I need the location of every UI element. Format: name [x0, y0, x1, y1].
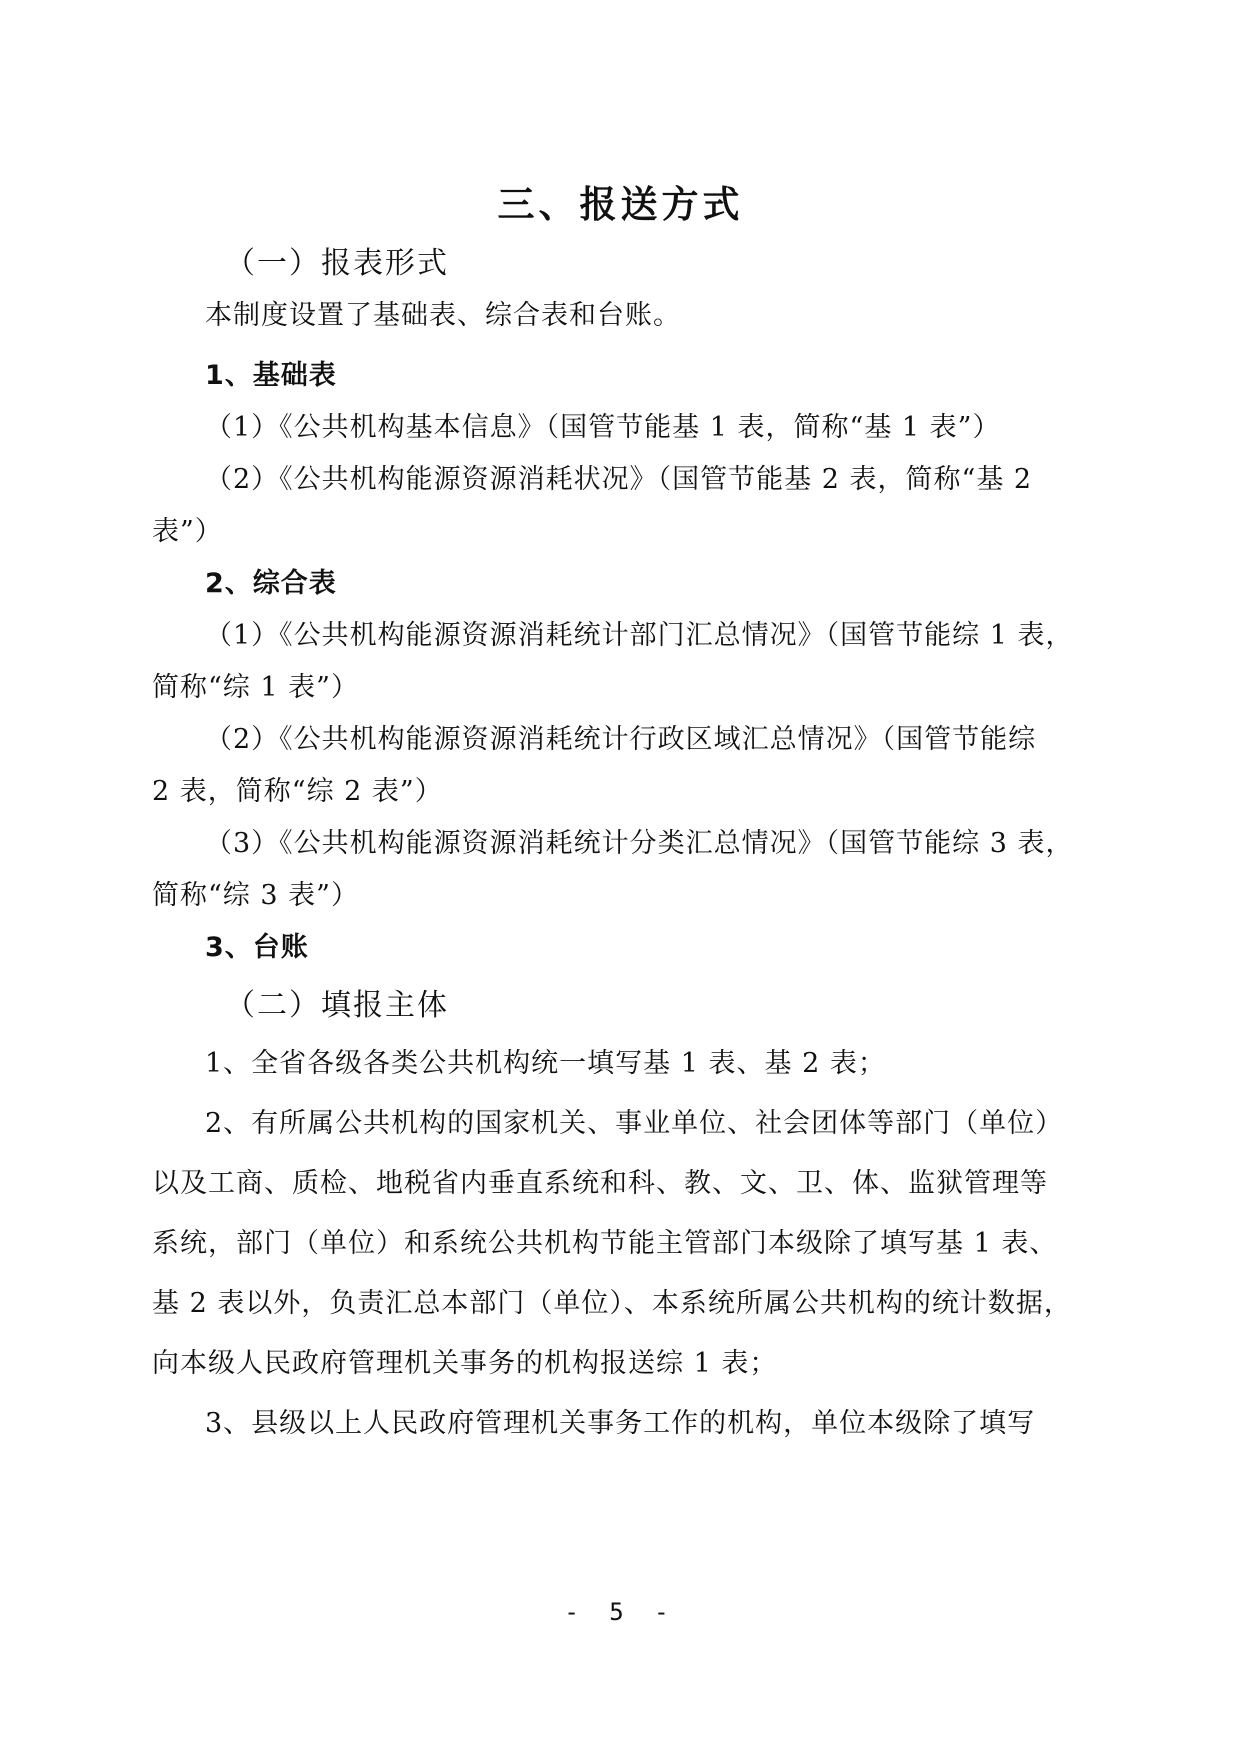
sub2-heading: 2、综合表	[205, 568, 337, 599]
section2-para2-line: 向本级人民政府管理机关事务的机构报送综 1 表；	[152, 1348, 778, 1379]
sub2-item1-line1: （1）《公共机构能源资源消耗统计部门汇总情况》（国管节能综 1 表，	[205, 620, 1074, 651]
section2-para2-line: 系统，部门（单位）和系统公共机构节能主管部门本级除了填写基 1 表、	[152, 1228, 1058, 1259]
section2-para1: 1、全省各级各类公共机构统一填写基 1 表、基 2 表；	[205, 1048, 886, 1079]
page-number: - 5 -	[564, 1598, 677, 1626]
section2-para2-line: 以及工商、质检、地税省内垂直系统和科、教、文、卫、体、监狱管理等	[152, 1168, 1048, 1199]
section1-intro: 本制度设置了基础表、综合表和台账。	[205, 300, 681, 331]
sub1-item2-line2: 表”）	[152, 516, 223, 547]
section1-heading: （一）报表形式	[225, 246, 449, 281]
sub2-item2-line1: （2）《公共机构能源资源消耗统计行政区域汇总情况》（国管节能综	[205, 724, 1037, 755]
sub2-item1-line2: 简称“综 1 表”）	[152, 672, 359, 703]
page-title: 三、报送方式	[497, 183, 744, 226]
sub1-item1: （1）《公共机构基本信息》（国管节能基 1 表，简称“基 1 表”）	[205, 412, 1001, 443]
sub2-item3-line1: （3）《公共机构能源资源消耗统计分类汇总情况》（国管节能综 3 表，	[205, 828, 1074, 859]
sub2-item3-line2: 简称“综 3 表”）	[152, 880, 359, 911]
section2-para2-line: 2、有所属公共机构的国家机关、事业单位、社会团体等部门（单位）	[205, 1108, 1064, 1139]
sub2-item2-line2: 2 表，简称“综 2 表”）	[152, 776, 443, 807]
section2-heading: （二）填报主体	[225, 988, 449, 1023]
sub3-heading: 3、台账	[205, 932, 309, 963]
sub1-item2-line1: （2）《公共机构能源资源消耗状况》（国管节能基 2 表，简称“基 2	[205, 464, 1033, 495]
sub1-heading: 1、基础表	[205, 360, 337, 391]
section2-para2-line: 基 2 表以外，负责汇总本部门（单位）、本系统所属公共机构的统计数据，	[152, 1288, 1072, 1319]
section2-para3: 3、县级以上人民政府管理机关事务工作的机构，单位本级除了填写	[205, 1408, 1036, 1439]
